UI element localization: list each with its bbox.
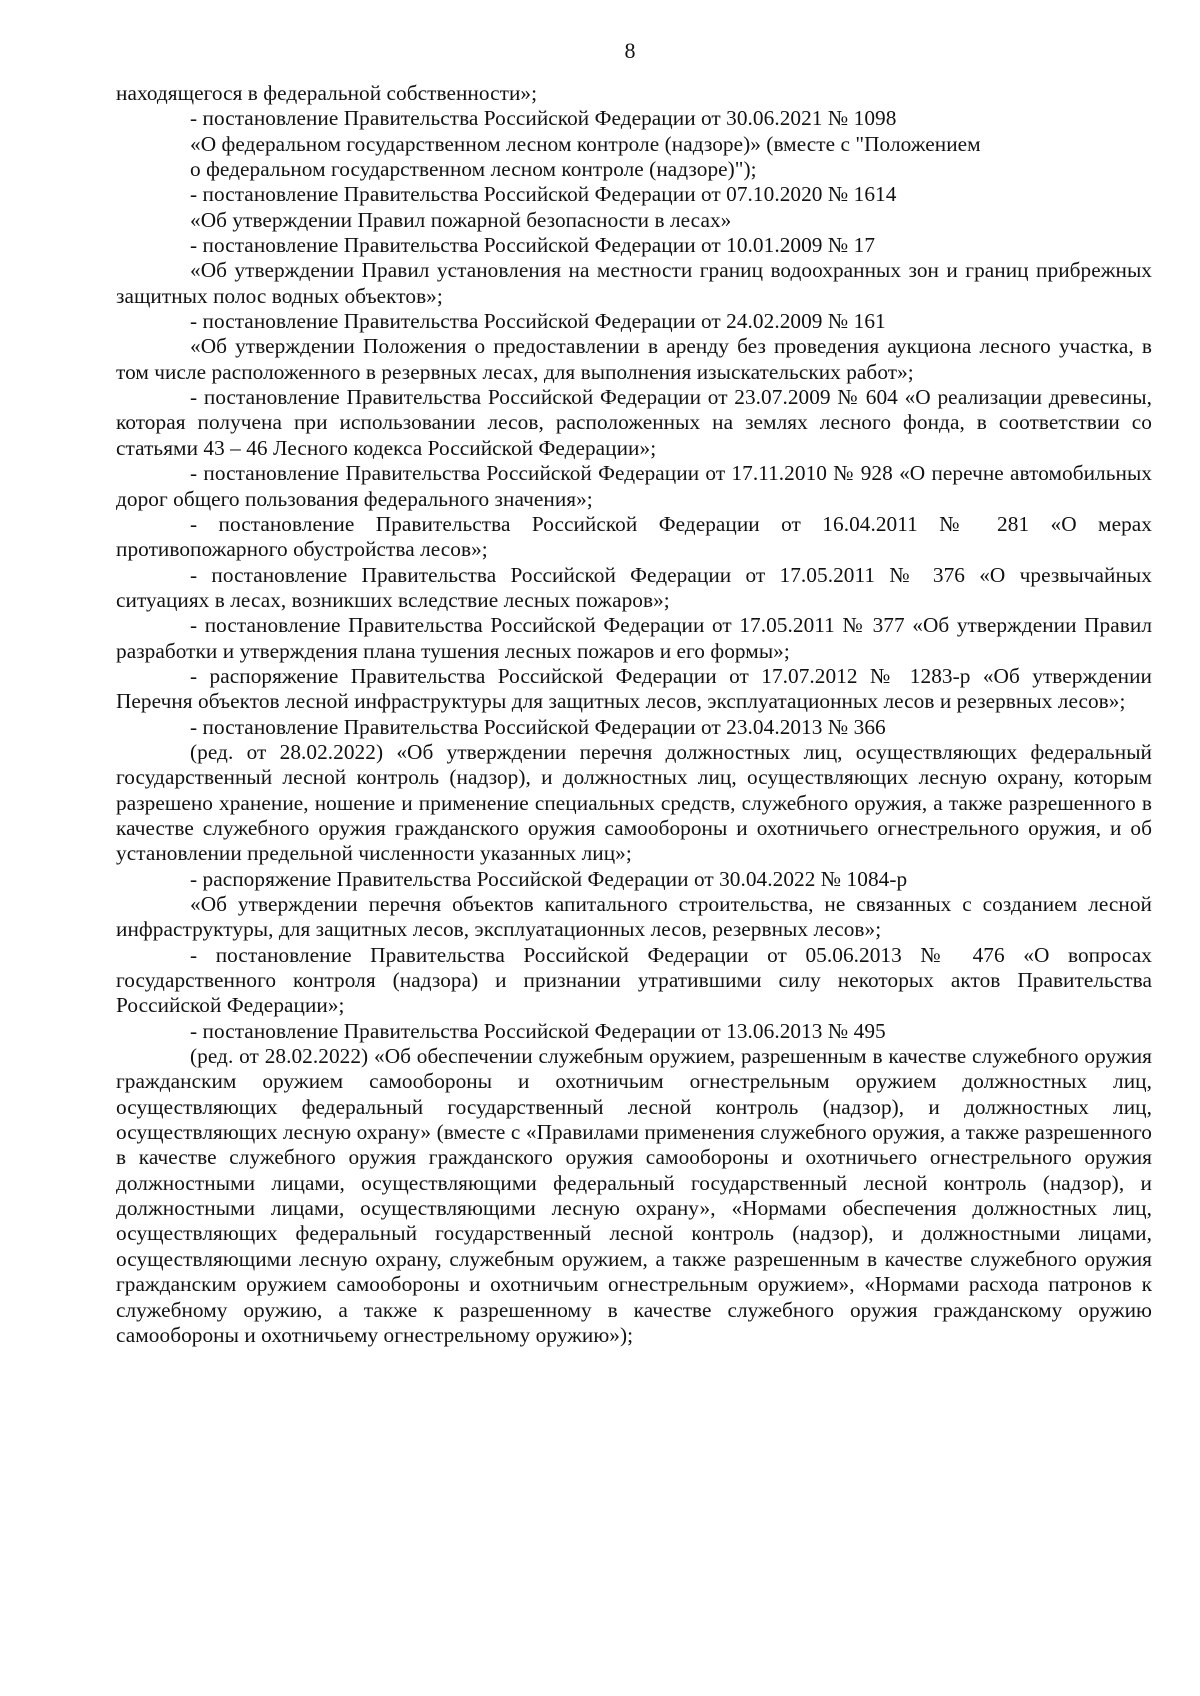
paragraph: - постановление Правительства Российской Федерации от 30.06.2021 № 1098 [190,106,897,131]
paragraph: «О федеральном государственном лесном контроле (надзоре)» (вместе с "Положением [190,131,981,156]
paragraph: «Об утверждении Положения о предоставлении в аренду без проведения аукциона лесного участка, в том числе расположенного в резервных лесах, для выполнения изыскательских работ»; [116,334,1152,384]
paragraph: (ред. от 28.02.2022) «Об утверждении перечня должностных лиц, осуществляющих федеральный государственный лесной контроль (надзор), и должностных лиц, осуществляющих лесную охрану, которым разрешено хранение, ношение и применение специальных средств, служебного оружия, а также разрешенного в качестве служебного оружия гражданского оружия самообороны и охотничьего огнестрельного оружия, и об установлении предельной численности указанных лиц»; [116,739,1152,866]
paragraph: - распоряжение Правительства Российской Федерации от 17.07.2012 № 1283-р «Об утверждении Перечня объектов лесной инфраструктуры для защитных лесов, эксплуатационных лесов и резервных лесов»; [116,663,1152,714]
paragraph: - постановление Правительства Российской Федерации от 10.01.2009 № 17 [190,233,876,258]
paragraph: находящегося в федеральной собственности»; [116,81,538,105]
document-body [116,81,1152,1348]
paragraph: - распоряжение Правительства Российской Федерации от 30.04.2022 № 1084-р [190,866,908,891]
paragraph: - постановление Правительства Российской Федерации от 17.05.2011 № 376 «О чрезвычайных ситуациях в лесах, возникших вследствие лесных пожаров»; [116,562,1152,612]
paragraph: - постановление Правительства Российской Федерации от 17.05.2011 № 377 «Об утверждении Правил разработки и утверждения плана тушения лесных пожаров и его формы»; [116,613,1152,663]
paragraph: - постановление Правительства Российской Федерации от 24.02.2009 № 161 [190,309,886,334]
paragraph: - постановление Правительства Российской Федерации от 13.06.2013 № 495 [190,1018,886,1043]
paragraph: - постановление Правительства Российской Федерации от 23.04.2013 № 366 [190,714,886,739]
paragraph: - постановление Правительства Российской Федерации от 16.04.2011 № 281 «О мерах противопожарного обустройства лесов»; [116,511,1152,562]
paragraph: «Об утверждении перечня объектов капитального строительства, не связанных с созданием лесной инфраструктуры, для защитных лесов, эксплуатационных лесов, резервных лесов»; [116,892,1152,942]
paragraph: «Об утверждении Правил пожарной безопасности в лесах» [190,207,732,232]
paragraph: - постановление Правительства Российской Федерации от 17.11.2010 № 928 «О перечне автомобильных дорог общего пользования федерального значения»; [116,461,1152,511]
paragraph: - постановление Правительства Российской Федерации от 07.10.2020 № 1614 [190,182,897,207]
paragraph: - постановление Правительства Российской Федерации от 05.06.2013 № 476 «О вопросах государственного контроля (надзора) и признании утратившими силу некоторых актов Правительства Российской Федерации»; [116,942,1152,1018]
paragraph: «Об утверждении Правил установления на местности границ водоохранных зон и границ прибрежных защитных полос водных объектов»; [116,258,1152,308]
paragraph: - постановление Правительства Российской Федерации от 23.07.2009 № 604 «О реализации древесины, которая получена при использовании лесов, расположенных на землях лесного фонда, в соответствии со статьями 43 – 46 Лесного кодекса Российской Федерации»; [116,385,1152,460]
page-number: 8 [624,38,636,63]
paragraph: о федеральном государственном лесном контроле (надзоре)"); [190,157,757,182]
paragraph: (ред. от 28.02.2022) «Об обеспечении служебным оружием, разрешенным в качестве служебного оружия гражданским оружием самообороны и охотничьим огнестрельным оружием должностных лиц, осуществляющих федеральный государственный лесной контроль (надзор), и должностных лиц, осуществляющих лесную охрану» (вместе с «Правилами применения служебного оружия, а также разрешенного в качестве служебного оружия гражданского оружия самообороны и охотничьего огнестрельного оружия должностными лицами, осуществляющими федеральный государственный лесной контроль (надзор), и должностными лицами, осуществляющими лесную охрану», «Нормами обеспечения должностных лиц, осуществляющих федеральный государственный лесной контроль (надзор), и должностными лицами, осуществляющими лесную охрану, служебным оружием, а также разрешенным в качестве служебного оружия гражданским оружием самообороны и охотничьим огнестрельным оружием», «Нормами расхода патронов к служебному оружию, а также к разрешенному в качестве служебного оружия гражданскому оружию самообороны и охотничьему огнестрельному оружию»); [116,1044,1152,1347]
